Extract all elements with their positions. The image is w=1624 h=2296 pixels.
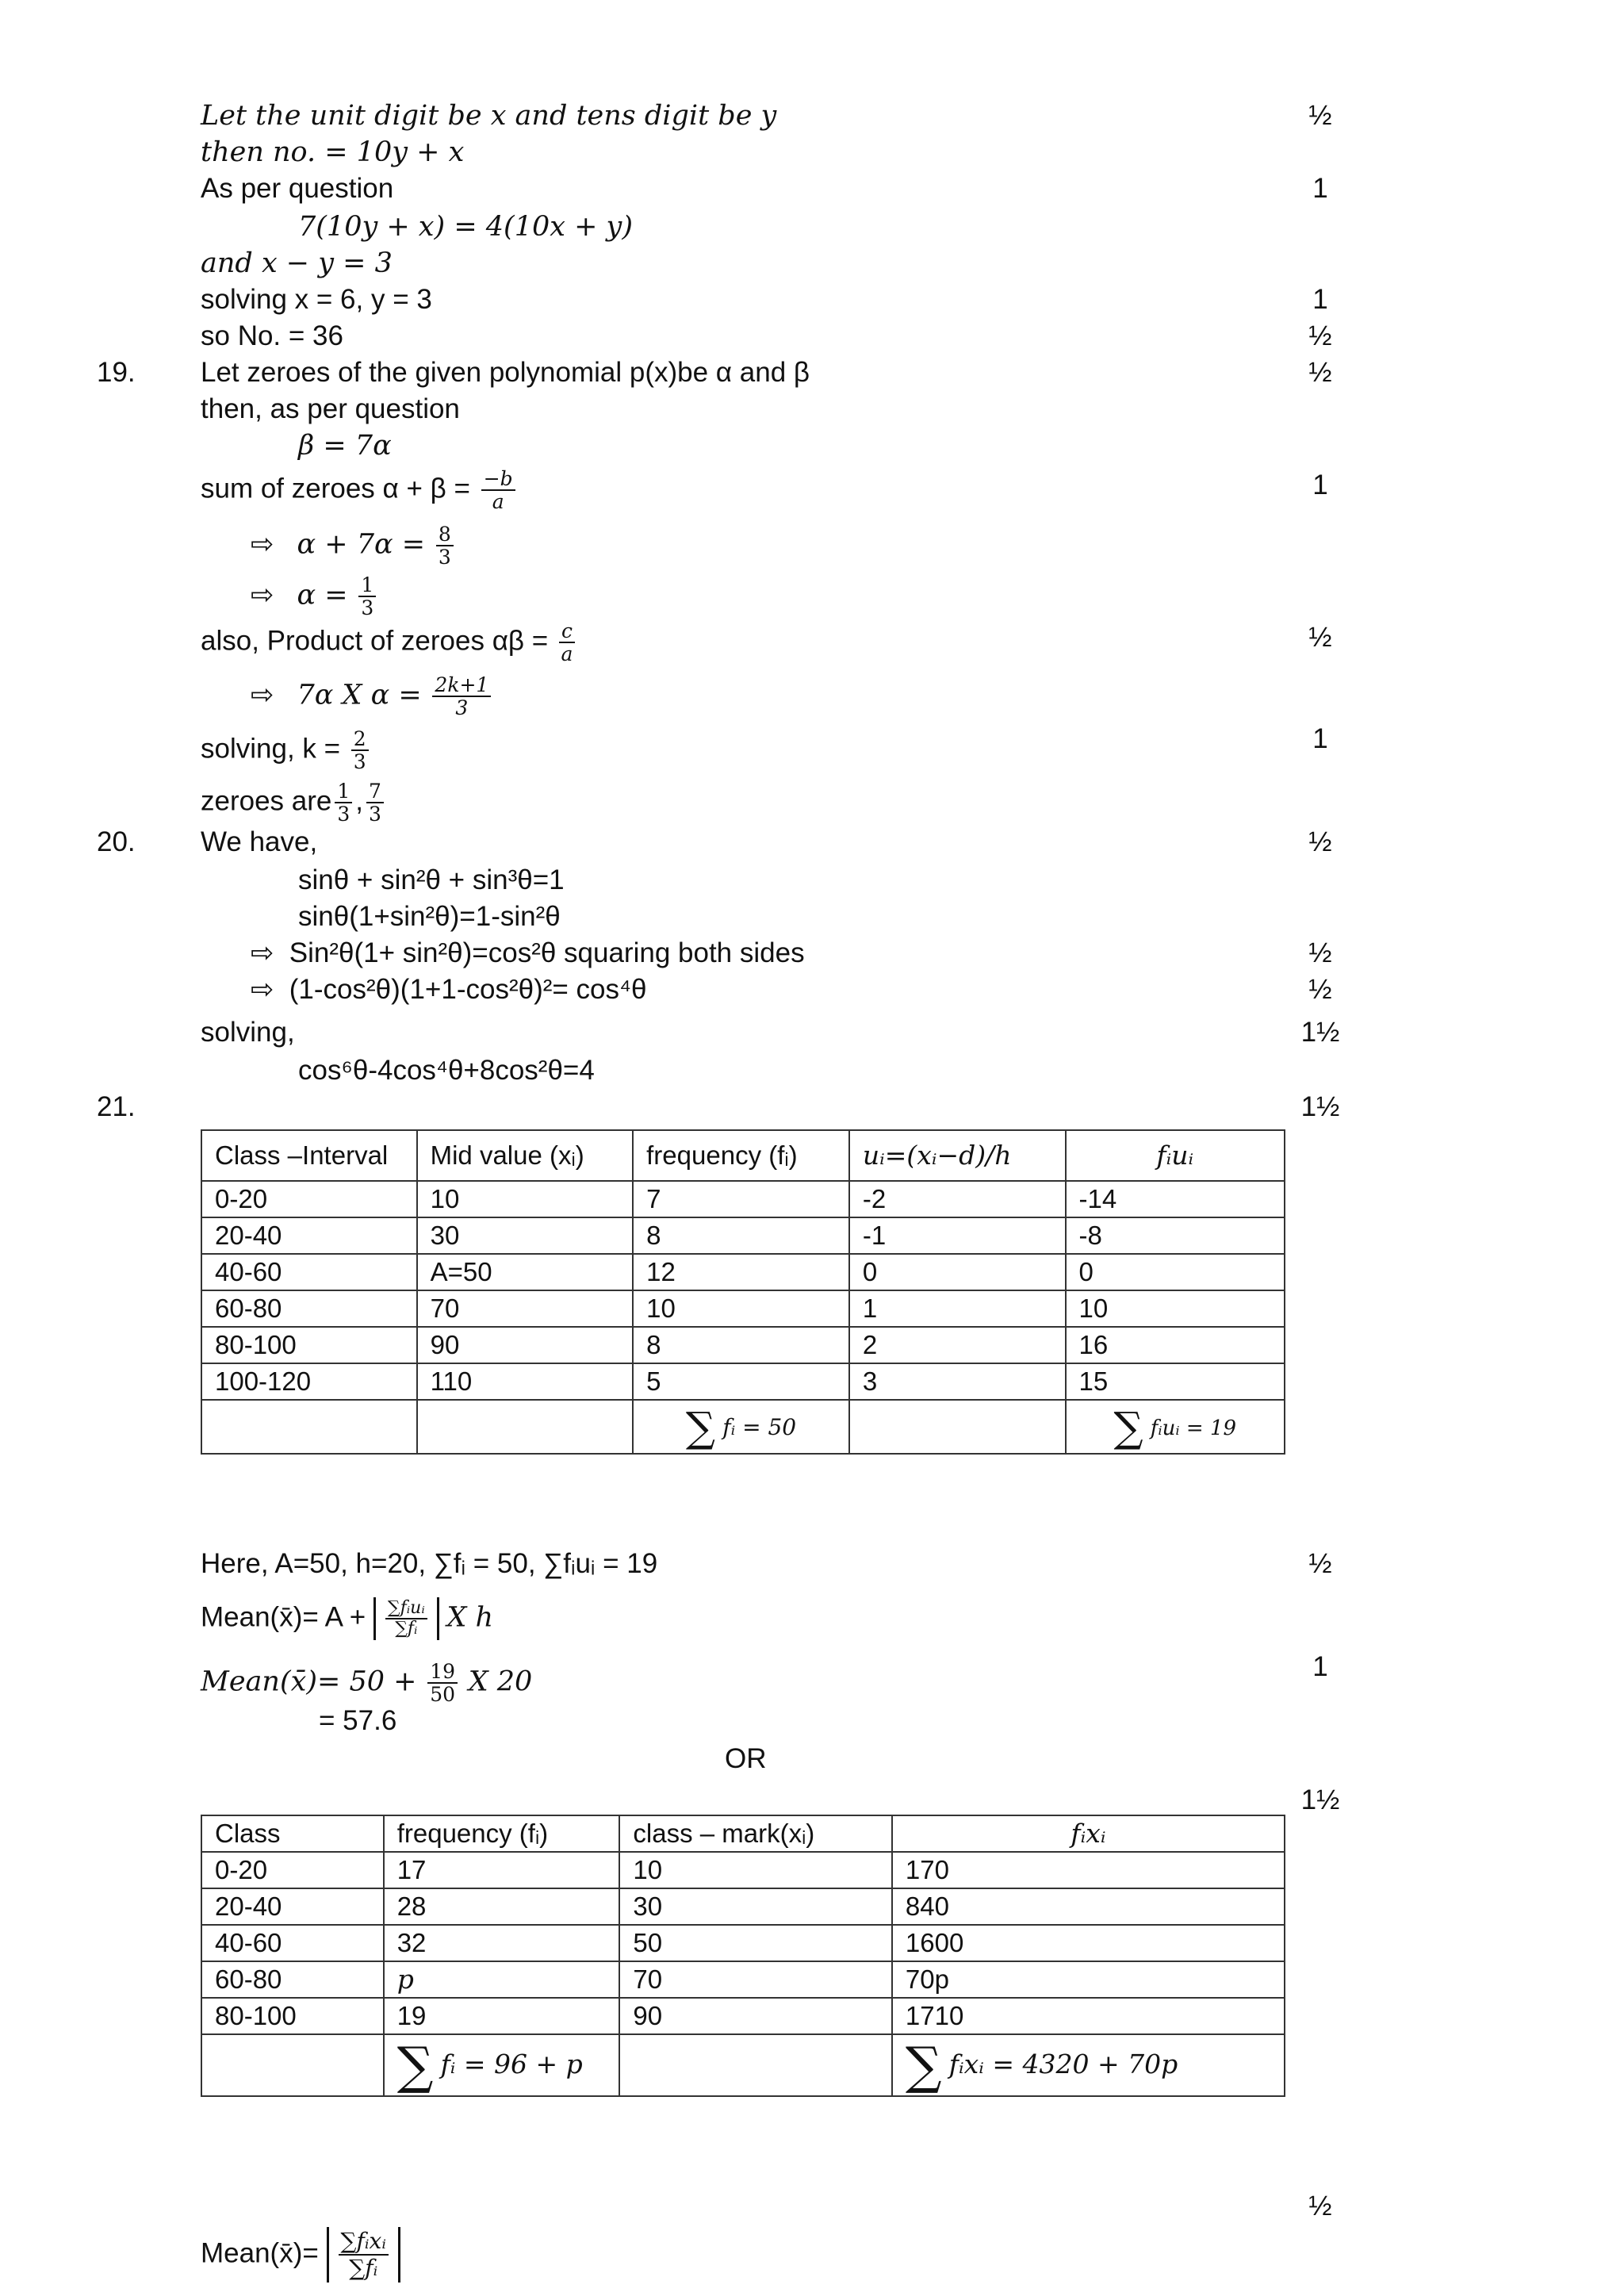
mark: 1 (1312, 723, 1328, 754)
table-row: 40-60 A=50 12 0 0 (201, 1254, 1285, 1290)
fraction: $\frac{\text{∑fᵢxᵢ}}{\text{∑fᵢ}}$ (339, 2229, 389, 2281)
q19-line-8: ⇨ 7α X α = $\frac{2k+1}{3}$ (251, 674, 494, 719)
q18-line-3: As per question (201, 173, 394, 204)
header-cell: fᵢxᵢ (892, 1815, 1285, 1852)
implies-arrow-icon: ⇨ (251, 937, 274, 968)
table-row: 100-120 110 5 3 15 (201, 1363, 1285, 1400)
fraction: $\frac{19}{50}$ (427, 1661, 458, 1705)
summation-icon: ∑ (685, 1404, 716, 1452)
table-header-row (201, 1815, 1285, 1852)
header-cell: Class –Interval (201, 1130, 417, 1181)
mark: 1 (1312, 1651, 1328, 1682)
table-sum-row: ∑ fᵢ = 96 + p ∑ fᵢxᵢ = 4320 + 70p (201, 2034, 1285, 2096)
fraction: $\frac{1}{3}$ (358, 574, 376, 619)
implies-arrow-icon: ⇨ (251, 679, 274, 711)
or-separator: OR (725, 1743, 767, 1774)
fraction: $\frac{2k+1}{3}$ (432, 674, 491, 719)
summation-icon: ∑ (1113, 1403, 1143, 1451)
implies-arrow-icon: ⇨ (251, 528, 274, 560)
mark: ½ (1308, 974, 1332, 1005)
mark: ½ (1308, 2191, 1332, 2221)
q20-line-6: solving, (201, 1017, 295, 1048)
fraction: $\frac{-b}{a}$ (481, 468, 515, 512)
q18-line-4: 7(10y + x) = 4(10x + y) (298, 211, 633, 243)
mean-table-step-deviation (201, 1129, 1285, 1455)
fraction: $\frac{7}{3}$ (366, 780, 384, 825)
q19-line-10: zeroes are $\frac{1}{3}$ , $\frac{7}{3}$ (201, 780, 387, 825)
mark: ½ (1308, 826, 1332, 857)
mean-substitution: Mean(x̄)= 50 + $\frac{19}{50}$ X 20 (201, 1660, 533, 1706)
table-row: 80-100 19 90 1710 (201, 1998, 1285, 2034)
fraction: $\frac{1}{3}$ (335, 780, 352, 825)
mark: 1 (1312, 173, 1328, 204)
mark: ½ (1308, 1548, 1332, 1579)
mark: ½ (1308, 320, 1332, 351)
header-cell: class – mark(xᵢ) (619, 1815, 892, 1852)
mark: ½ (1308, 622, 1332, 653)
table-row: 60-80 70 10 1 10 (201, 1290, 1285, 1327)
mean-result: = 57.6 (319, 1705, 397, 1736)
fraction: $\frac{8}{3}$ (436, 523, 454, 568)
implies-arrow-icon: ⇨ (251, 579, 274, 611)
fraction: $\frac{c}{a}$ (559, 620, 575, 665)
table-sum-row: ∑ fᵢ = 50 ∑ fᵢuᵢ = 19 (201, 1400, 1285, 1454)
q18-line-2: then no. = 10y + x (201, 136, 465, 168)
table-row: 20-40 30 8 -1 -8 (201, 1217, 1285, 1254)
q20-line-1: We have, (201, 826, 318, 857)
q19-line-5: ⇨ α + 7α = $\frac{8}{3}$ (251, 523, 457, 568)
table-row: 60-80 p 70 70p (201, 1961, 1285, 1998)
q18-line-5: and x − y = 3 (201, 247, 393, 279)
q18-line-6: solving x = 6, y = 3 (201, 284, 432, 315)
summation-icon: ∑ (905, 2037, 942, 2096)
mark: ½ (1308, 937, 1332, 968)
mean-formula-direct: Mean(x̄)= $\frac{\text{∑fᵢxᵢ}}{\text{∑fᵢ}}$ (201, 2227, 400, 2283)
q19-line-6: ⇨ α = $\frac{1}{3}$ (251, 574, 379, 619)
mark: 1½ (1300, 1091, 1340, 1122)
header-cell: uᵢ=(xᵢ−d)/h (849, 1130, 1066, 1181)
q19-line-2: then, as per question (201, 393, 460, 424)
header-cell: Mid value (xᵢ) (417, 1130, 634, 1181)
q20-line-4: ⇨ Sin²θ(1+ sin²θ)=cos²θ squaring both sides (251, 937, 805, 968)
mark: ½ (1308, 100, 1332, 131)
q18-line-7: so No. = 36 (201, 320, 343, 351)
question-number: 21. (97, 1091, 136, 1122)
given-values: Here, A=50, h=20, ∑fᵢ = 50, ∑fᵢuᵢ = 19 (201, 1548, 658, 1579)
header-cell: Class (201, 1815, 384, 1852)
q19-line-3: β = 7α (298, 430, 392, 462)
fraction: $\frac{2}{3}$ (351, 728, 369, 772)
mean-formula: Mean(x̄)= A + $\frac{\text{∑fᵢuᵢ}}{\text{∑fᵢ}}$ X h (201, 1598, 494, 1639)
mean-table-direct (201, 1815, 1285, 2097)
table-row: 0-20 17 10 170 (201, 1852, 1285, 1888)
table-row: 0-20 10 7 -2 -14 (201, 1181, 1285, 1217)
table-row: 80-100 90 8 2 16 (201, 1327, 1285, 1363)
mark: 1½ (1300, 1017, 1340, 1048)
question-number: 19. (97, 357, 136, 388)
table-row: 20-40 28 30 840 (201, 1888, 1285, 1925)
q20-line-3: sinθ(1+sin²θ)=1-sin²θ (298, 901, 561, 932)
q20-line-2: sinθ + sin²θ + sin³θ=1 (298, 864, 565, 895)
header-cell: frequency (fᵢ) (633, 1130, 849, 1181)
question-number: 20. (97, 826, 136, 857)
q19-line-4: sum of zeroes α + β = $\frac{-b}{a}$ (201, 468, 519, 512)
q18-line-1: Let the unit digit be x and tens digit be y (201, 100, 777, 132)
header-cell: fᵢuᵢ (1066, 1130, 1285, 1181)
q20-line-7: cos⁶θ-4cos⁴θ+8cos²θ=4 (298, 1055, 595, 1086)
mark: 1 (1312, 284, 1328, 315)
summation-icon: ∑ (396, 2037, 434, 2096)
header-cell: frequency (fᵢ) (384, 1815, 620, 1852)
q19-line-9: solving, k = $\frac{2}{3}$ (201, 728, 372, 772)
table-header-row (201, 1130, 1285, 1181)
q19-line-1: Let zeroes of the given polynomial p(x)be α and β (201, 357, 810, 388)
fraction: $\frac{\text{∑fᵢuᵢ}}{\text{∑fᵢ}}$ (385, 1599, 427, 1639)
q19-line-7: also, Product of zeroes αβ = $\frac{c}{a}$ (201, 620, 578, 665)
mark: ½ (1308, 357, 1332, 388)
mark: 1½ (1300, 1784, 1340, 1815)
implies-arrow-icon: ⇨ (251, 974, 274, 1005)
q20-line-5: ⇨ (1-cos²θ)(1+1-cos²θ)²= cos⁴θ (251, 974, 647, 1005)
table-row: 40-60 32 50 1600 (201, 1925, 1285, 1961)
mark: 1 (1312, 470, 1328, 500)
